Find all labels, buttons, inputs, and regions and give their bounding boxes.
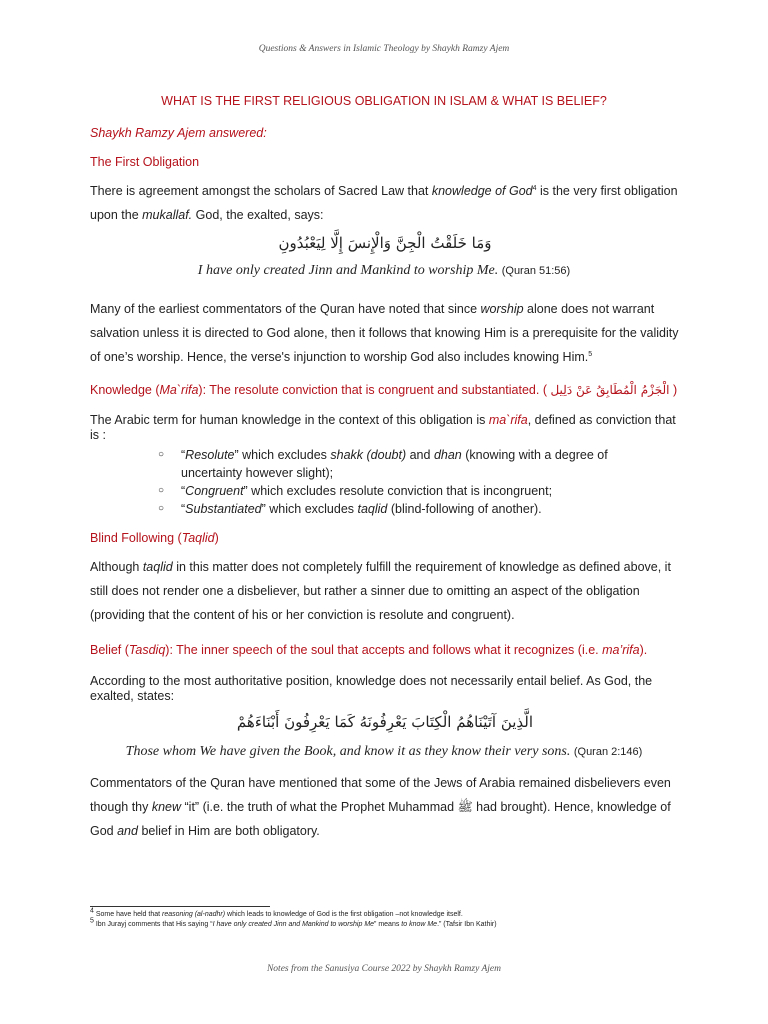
quran-translation-2-146: Those whom We have given the Book, and know it as they know their very sons. (Quran 2:146)	[125, 744, 643, 759]
paragraph-first-obligation: There is agreement amongst the scholars of Sacred Law that knowledge of God$^4$ is the very first obligation upon the mukallaf. God, the exalted, says:	[90, 184, 678, 222]
verse-reference: (Quran 51:56)	[501, 265, 571, 277]
list-item-congruent: ○ “Congruent” which excludes resolute conviction that is incongruent;	[158, 484, 553, 498]
list-item-resolute: ○ “Resolute” which excludes shakk (doubt) and dhan (knowing with a degree of uncertainty however slight);	[158, 448, 608, 480]
paragraph-commentators: Many of the earliest commentators of the Quran have noted that since worship alone does not warrant salvation unless it is directed to God alone, then it follows that knowing Him is a prerequisite for the validity of one’s worship. Hence, the verse's injunction to worship God also includes knowing Him.$^5$	[90, 302, 679, 364]
heading-belief: Belief (Tasdiq): The inner speech of the soul that accepts and follows what it recognizes (i.e. ma’rifa).	[90, 643, 648, 657]
running-footer: Notes from the Sanusiya Course 2022 by Shaykh Ramzy Ajem	[266, 964, 502, 974]
heading-arabic-term: الْجَزْمُ الْمُطَابِقُ عَنْ دَلِيل	[550, 383, 670, 397]
paragraph-marifa-definition: The Arabic term for human knowledge in the context of this obligation is ma`rifa, defined as conviction that is :	[90, 413, 676, 442]
heading-knowledge: Knowledge (Ma`rifa): The resolute conviction that is congruent and substantiated. ( الْجَزْمُ الْمُطَابِقُ عَنْ دَلِيل )	[90, 383, 678, 397]
author-line: Shaykh Ramzy Ajem answered:	[90, 126, 267, 140]
verse-reference: (Quran 2:146)	[573, 746, 643, 758]
paragraph-taqlid: Although taqlid in this matter does not completely fulfill the requirement of knowledge as defined above, it still does not render one a disbeliever, but rather a sinner due to omitting an aspect of the obligation (providing that the content of his or her conviction is resolute and congruent).	[90, 560, 671, 622]
footnote-4: $^4$ Some have held that reasoning (al-nadhr) which leads to knowledge of God is the first obligation –not knowledge itself.	[90, 907, 463, 918]
list-item-substantiated: ○ “Substantiated” which excludes taqlid (blind-following of another).	[158, 502, 542, 516]
heading-first-obligation: The First Obligation	[90, 155, 200, 169]
paragraph-knowledge-belief: According to the most authoritative position, knowledge does not necessarily entail belief. As God, the exalted, states:	[90, 674, 653, 703]
quran-verse-arabic-2-146: الَّذِينَ آتَيْنَاهُمُ الْكِتَابَ يَعْرِفُونَهُ كَمَا يَعْرِفُونَ أَبْنَاءَهُمْ	[236, 713, 534, 731]
bullet-circle-icon: ○	[158, 485, 165, 496]
footnote-ref-5[interactable]: 5	[588, 350, 593, 358]
page-title: WHAT IS THE FIRST RELIGIOUS OBLIGATION IN ISLAM & WHAT IS BELIEF?	[161, 94, 607, 108]
paragraph-jews-of-arabia: Commentators of the Quran have mentioned that some of the Jews of Arabia remained disbelievers even though thy knew “it” (i.e. the truth of what the Prophet Muhammad ﷺ had brought). Hence, knowledge of God and belief in Him are both obligatory.	[90, 776, 671, 838]
quran-translation-51-56: I have only created Jinn and Mankind to worship Me. (Quran 51:56)	[197, 263, 571, 278]
bullet-circle-icon: ○	[158, 503, 165, 514]
quran-verse-arabic-51-56: وَمَا خَلَقْتُ الْجِنَّ وَالْإِنسَ إِلَّا لِيَعْبُدُونِ	[278, 234, 492, 252]
heading-blind-following: Blind Following (Taqlid)	[90, 531, 219, 545]
running-header: Questions & Answers in Islamic Theology by Shaykh Ramzy Ajem	[258, 44, 510, 54]
footnote-divider	[90, 906, 270, 907]
conditions-list	[158, 446, 628, 518]
bullet-circle-icon: ○	[158, 449, 165, 460]
footnote-ref-4[interactable]: 4	[532, 184, 537, 192]
footnote-5: $^5$ Ibn Jurayj comments that His saying “I have only created Jinn and Mankind to worship Me” means to know Me.” (Tafsir Ibn Kathir)	[90, 917, 497, 928]
